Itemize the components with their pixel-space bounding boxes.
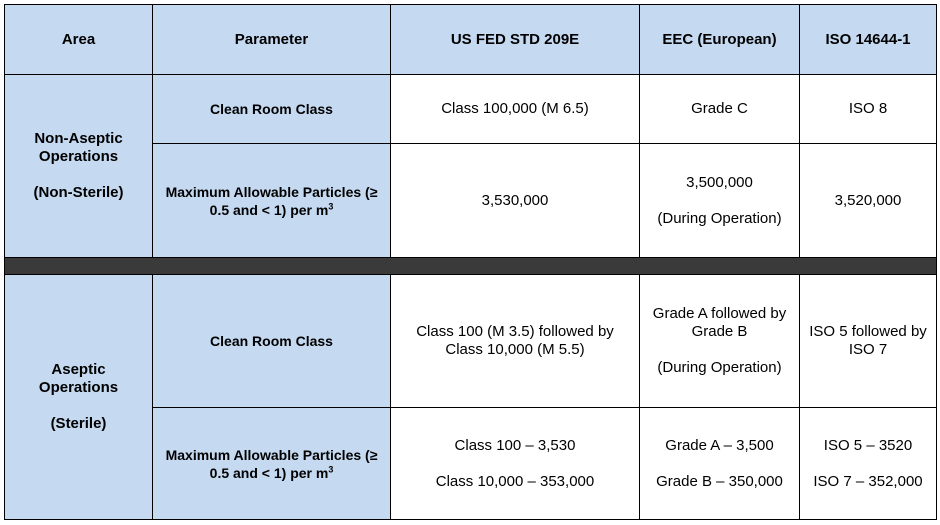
aseptic-area-cell (5, 275, 153, 520)
aseptic-class-parameter: Clean Room Class (153, 275, 391, 408)
non-aseptic-area-sublabel: (Non-Sterile) (33, 184, 124, 201)
non-aseptic-class-us: Class 100,000 (M 6.5) (391, 75, 640, 144)
aseptic-particles-us-line1: Class 100 – 3,530 (454, 436, 576, 454)
non-aseptic-class-iso: ISO 8 (800, 75, 937, 144)
aseptic-class-eec (640, 275, 800, 408)
aseptic-particles-us (391, 408, 640, 520)
non-aseptic-particles-parameter (153, 144, 391, 258)
header-iso: ISO 14644-1 (800, 5, 937, 75)
non-aseptic-particles-eec-value: 3,500,000 (686, 173, 753, 191)
aseptic-particles-iso (800, 408, 937, 520)
aseptic-class-eec-value: Grade A followed by Grade B (652, 305, 787, 340)
aseptic-class-row (5, 275, 937, 408)
aseptic-particles-us-line2: Class 10,000 – 353,000 (435, 472, 595, 490)
aseptic-area-sublabel: (Sterile) (50, 415, 107, 432)
aseptic-class-iso: ISO 5 followed by ISO 7 (800, 275, 937, 408)
header-eec: EEC (European) (640, 5, 800, 75)
separator-row (5, 258, 937, 275)
non-aseptic-class-row (5, 75, 937, 144)
aseptic-particles-parameter (153, 408, 391, 520)
non-aseptic-particles-us: 3,530,000 (391, 144, 640, 258)
particles-parameter-text: Maximum Allowable Particles (≥ 0.5 and < 1) per m (165, 183, 378, 218)
header-us-fed-std: US FED STD 209E (391, 5, 640, 75)
aseptic-particles-eec-line1: Grade A – 3,500 (665, 436, 774, 454)
non-aseptic-particles-iso: 3,520,000 (800, 144, 937, 258)
cubic-superscript: 3 (328, 463, 334, 474)
non-aseptic-class-eec: Grade C (640, 75, 800, 144)
aseptic-particles-iso-line1: ISO 5 – 3520 (823, 436, 913, 454)
aseptic-class-us: Class 100 (M 3.5) followed by Class 10,000 (M 5.5) (391, 275, 640, 408)
non-aseptic-class-parameter: Clean Room Class (153, 75, 391, 144)
non-aseptic-area-label: Non-Aseptic Operations (34, 130, 123, 165)
aseptic-particles-iso-line2: ISO 7 – 352,000 (813, 472, 923, 490)
aseptic-area-label: Aseptic Operations (38, 361, 119, 396)
aseptic-particles-eec-line2: Grade B – 350,000 (656, 472, 783, 490)
separator-bar (5, 258, 937, 275)
non-aseptic-area-cell (5, 75, 153, 258)
cubic-superscript: 3 (328, 200, 334, 211)
particles-parameter-text: Maximum Allowable Particles (≥ 0.5 and < 1) per m (165, 446, 378, 481)
header-area: Area (5, 5, 153, 75)
aseptic-particles-eec (640, 408, 800, 520)
header-parameter: Parameter (153, 5, 391, 75)
cleanroom-standards-table (4, 4, 937, 520)
non-aseptic-particles-eec-note: (During Operation) (657, 209, 782, 227)
header-row (5, 5, 937, 75)
aseptic-class-eec-note: (During Operation) (657, 359, 782, 376)
non-aseptic-particles-eec (640, 144, 800, 258)
